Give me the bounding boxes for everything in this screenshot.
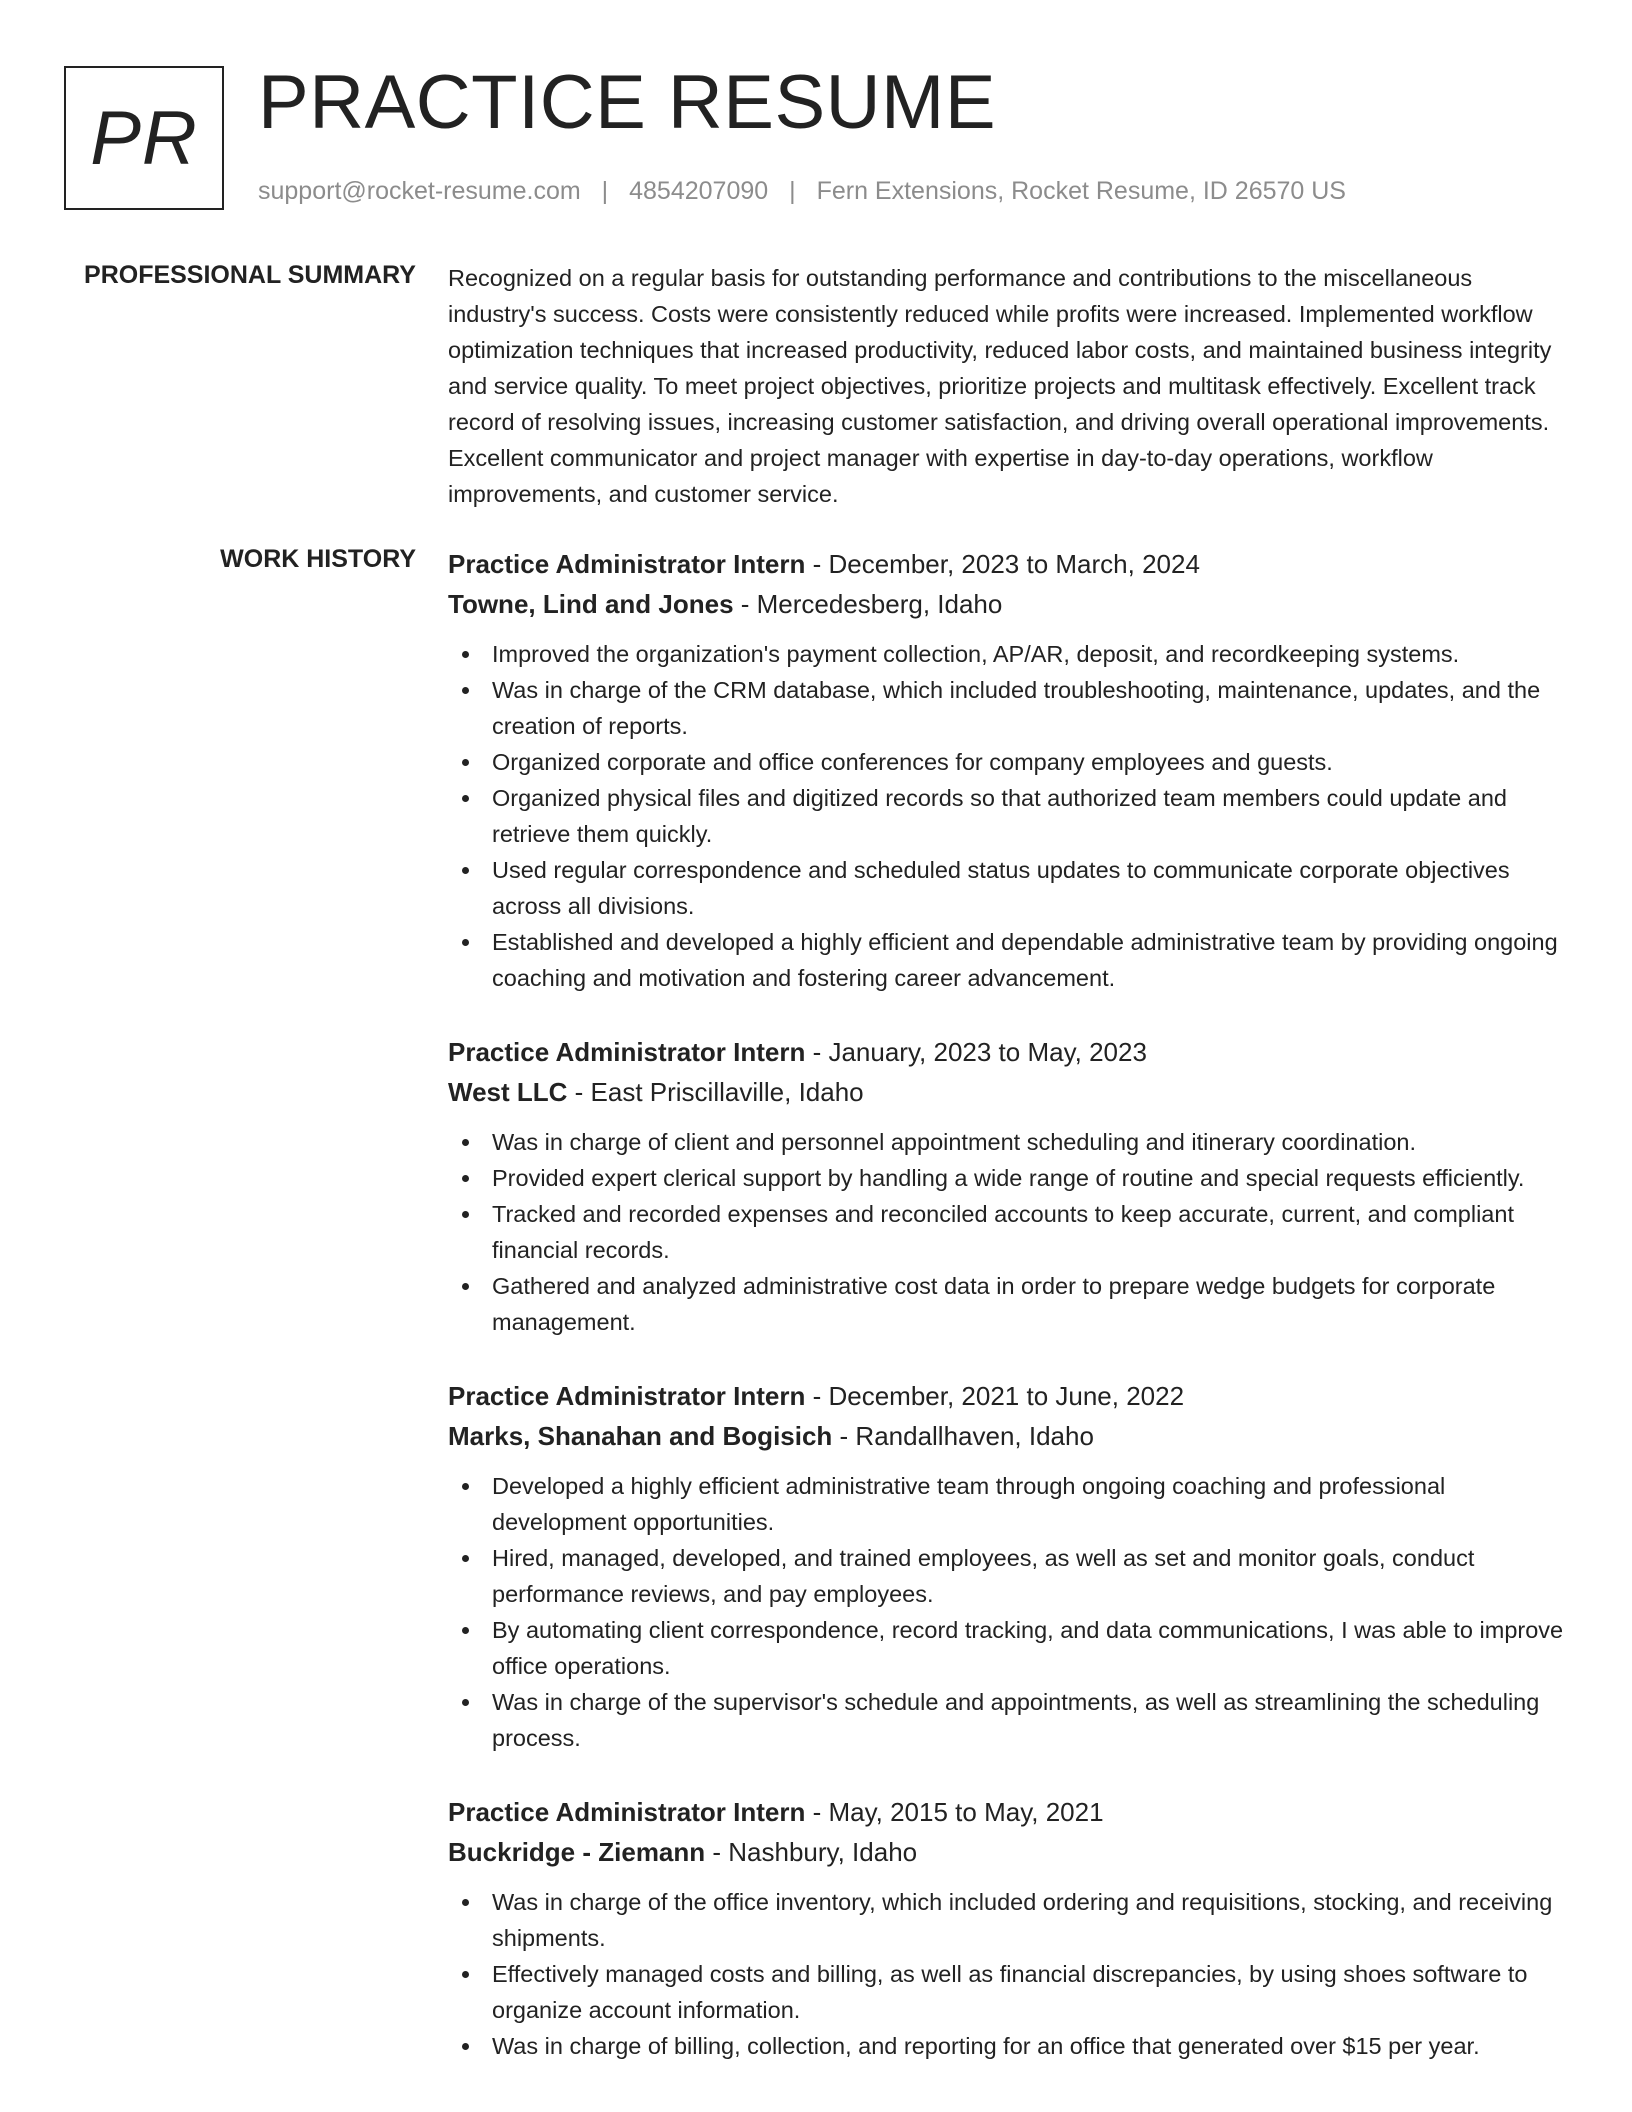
summary-text: Recognized on a regular basis for outstanding performance and contributions to the miscellaneous industry's success. Costs were consistently reduced while profits were increased. Implemented workflow optimization techniques that increased productivity, reduced labor costs, and maintained business integrity and service quality. To meet project objectives, prioritize projects and multitask effectively. Excellent track record of resolving issues, increasing customer satisfaction, and driving overall operational improvements. Excellent communicator and project manager with expertise in day-to-day operations, workflow improvements, and customer service.: [448, 265, 1552, 507]
job-bullet: Was in charge of the CRM database, which included troubleshooting, maintenance, updates, and the creation of reports.: [448, 672, 1570, 744]
job-bullet: Established and developed a highly efficient and dependable administrative team by providing ongoing coaching and motivation and fostering career advancement.: [448, 924, 1570, 996]
job-bullet-list: [448, 1124, 1570, 1340]
job-dates: - May, 2015 to May, 2021: [805, 1797, 1104, 1827]
initials-text: PR: [90, 95, 198, 181]
section-label-work-history: WORK HISTORY: [220, 545, 416, 573]
job-title: Practice Administrator Intern: [448, 1381, 806, 1411]
resume-name: PRACTICE RESUME: [258, 60, 997, 145]
job-bullet: Used regular correspondence and scheduled status updates to communicate corporate objectives across all divisions.: [448, 852, 1570, 924]
job-title-line: [448, 544, 1570, 584]
job-bullet: Was in charge of client and personnel appointment scheduling and itinerary coordination.: [448, 1124, 1570, 1160]
job-bullet: Improved the organization's payment collection, AP/AR, deposit, and recordkeeping systems.: [448, 636, 1570, 672]
job-entry: [448, 544, 1570, 996]
job-entry: [448, 1792, 1570, 2064]
section-label-summary: PROFESSIONAL SUMMARY: [84, 261, 416, 289]
initials-monogram: [64, 66, 224, 210]
job-dates: - December, 2021 to June, 2022: [805, 1381, 1185, 1411]
job-bullet: Was in charge of billing, collection, and reporting for an office that generated over $15 per year.: [448, 2028, 1570, 2064]
job-bullet: Effectively managed costs and billing, as well as financial discrepancies, by using shoes software to organize account information.: [448, 1956, 1570, 2028]
job-dates: - December, 2023 to March, 2024: [805, 549, 1200, 579]
job-location: - Randallhaven, Idaho: [832, 1421, 1094, 1451]
job-company: Towne, Lind and Jones: [448, 589, 734, 619]
job-bullet: By automating client correspondence, record tracking, and data communications, I was able to improve office operations.: [448, 1612, 1570, 1684]
job-title-line: [448, 1032, 1570, 1072]
job-company-line: [448, 1416, 1570, 1456]
job-bullet: Developed a highly efficient administrative team through ongoing coaching and professional development opportunities.: [448, 1468, 1570, 1540]
job-bullet: Organized physical files and digitized records so that authorized team members could update and retrieve them quickly.: [448, 780, 1570, 852]
contact-email: support@rocket-resume.com: [258, 177, 581, 205]
job-bullet: Gathered and analyzed administrative cost data in order to prepare wedge budgets for corporate management.: [448, 1268, 1570, 1340]
job-location: - Nashbury, Idaho: [705, 1837, 918, 1867]
job-dates: - January, 2023 to May, 2023: [805, 1037, 1147, 1067]
job-company: Marks, Shanahan and Bogisich: [448, 1421, 833, 1451]
contact-separator: |: [601, 177, 609, 205]
job-location: - East Priscillaville, Idaho: [567, 1077, 864, 1107]
contact-address: Fern Extensions, Rocket Resume, ID 26570 US: [816, 177, 1346, 205]
job-title: Practice Administrator Intern: [448, 1797, 806, 1827]
job-company-line: [448, 1832, 1570, 1872]
job-bullet-list: [448, 636, 1570, 996]
job-title: Practice Administrator Intern: [448, 549, 806, 579]
job-bullet: Organized corporate and office conferences for company employees and guests.: [448, 744, 1570, 780]
job-title-line: [448, 1792, 1570, 1832]
job-title-line: [448, 1376, 1570, 1416]
job-company-line: [448, 584, 1570, 624]
job-entry: [448, 1376, 1570, 1756]
work-history-body: [448, 544, 1570, 2100]
job-company: Buckridge - Ziemann: [448, 1837, 706, 1867]
summary-body: [448, 260, 1570, 512]
job-bullet: Was in charge of the supervisor's schedule and appointments, as well as streamlining the scheduling process.: [448, 1684, 1570, 1756]
job-bullet: Provided expert clerical support by handling a wide range of routine and special requests efficiently.: [448, 1160, 1570, 1196]
job-bullet-list: [448, 1884, 1570, 2064]
contact-line: [258, 176, 1346, 206]
job-entry: [448, 1032, 1570, 1340]
contact-phone: 4854207090: [629, 177, 769, 205]
job-title: Practice Administrator Intern: [448, 1037, 806, 1067]
job-company-line: [448, 1072, 1570, 1112]
job-bullet-list: [448, 1468, 1570, 1756]
contact-separator: |: [789, 177, 796, 205]
job-bullet: Tracked and recorded expenses and reconciled accounts to keep accurate, current, and compliant financial records.: [448, 1196, 1570, 1268]
job-bullet: Was in charge of the office inventory, which included ordering and requisitions, stocking, and receiving shipments.: [448, 1884, 1570, 1956]
job-company: West LLC: [448, 1077, 568, 1107]
job-location: - Mercedesberg, Idaho: [733, 589, 1003, 619]
job-bullet: Hired, managed, developed, and trained employees, as well as set and monitor goals, conduct performance reviews, and pay employees.: [448, 1540, 1570, 1612]
